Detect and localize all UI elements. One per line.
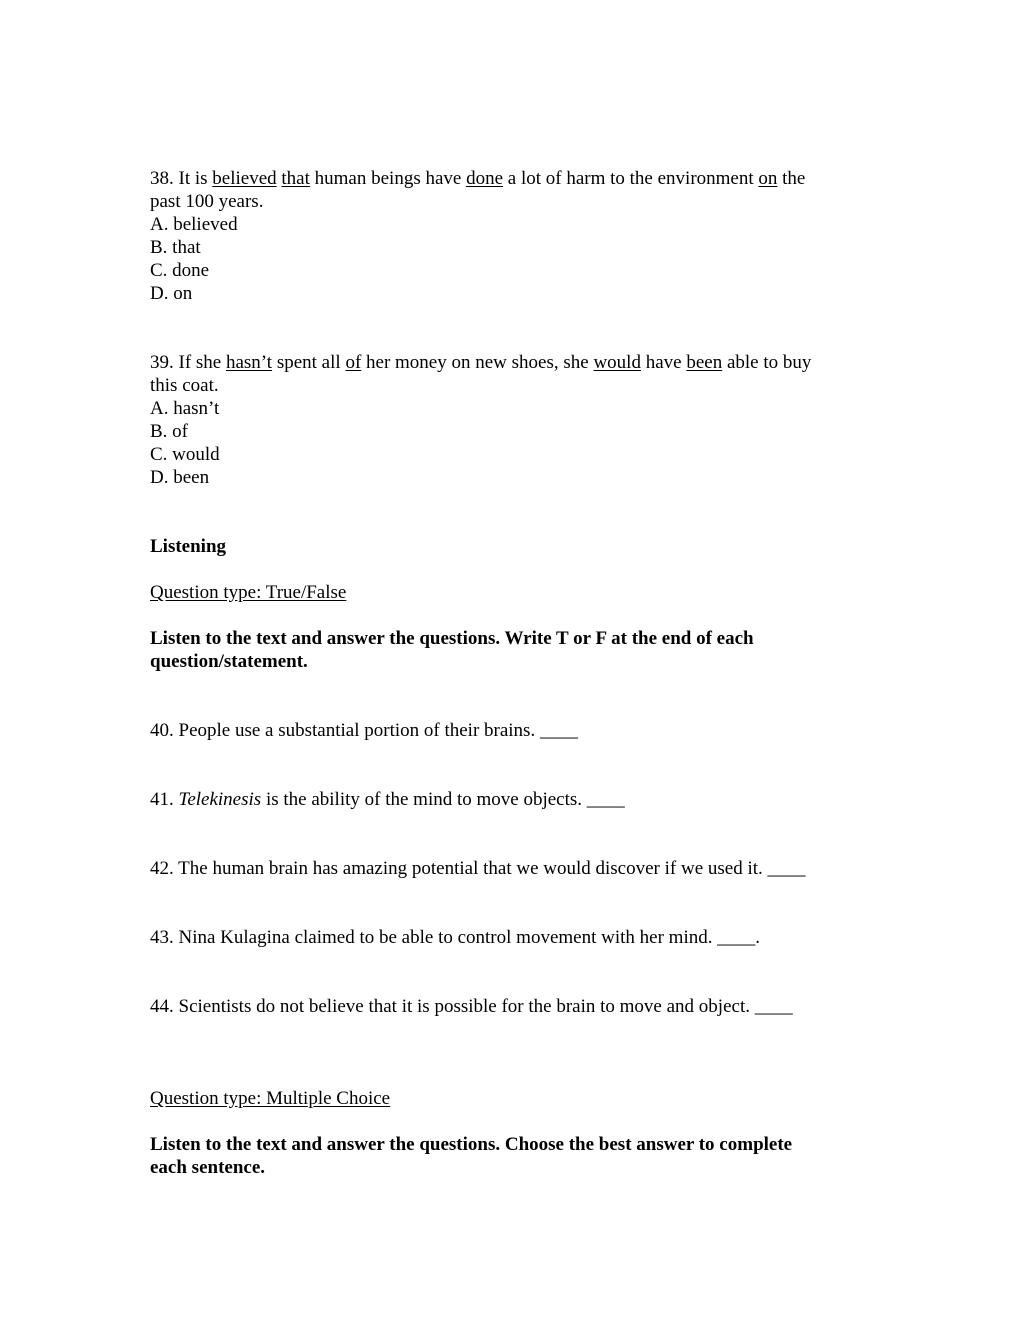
question-40: 40. People use a substantial portion of their brains. ____ — [150, 720, 578, 741]
q41-italic-term: Telekinesis — [178, 789, 262, 810]
q38-option-b: B. that — [150, 237, 201, 258]
q38-underlined-c: done — [466, 168, 504, 189]
question-42: 42. The human brain has amazing potential that we would discover if we used it. ____ — [150, 858, 806, 879]
q38-option-a: A. believed — [150, 214, 238, 235]
question-38-stem-cont: past 100 years. — [150, 191, 264, 212]
q41-text: is the ability of the mind to move objects. ____ — [261, 789, 625, 810]
question-39-stem-cont: this coat. — [150, 375, 219, 396]
tf-instruction-cont: question/statement. — [150, 651, 308, 672]
q39-underlined-a: hasn’t — [225, 352, 273, 373]
q39-option-c: C. would — [150, 444, 220, 465]
tf-instruction: Listen to the text and answer the questions. Write T or F at the end of each — [150, 628, 754, 649]
q38-underlined-d: on — [758, 168, 778, 189]
q38-option-c: C. done — [150, 260, 210, 281]
q38-text: 38. It is — [150, 168, 213, 189]
section-title-listening: Listening — [150, 536, 227, 557]
q38-underlined-b: that — [281, 168, 310, 189]
question-44: 44. Scientists do not believe that it is possible for the brain to move and object. ____ — [150, 996, 793, 1017]
q38-text: human beings have — [309, 168, 467, 189]
q38-option-d: D. on — [150, 283, 193, 304]
q39-text: 39. If she — [150, 352, 226, 373]
q39-option-b: B. of — [150, 421, 188, 442]
q39-underlined-b: of — [345, 352, 362, 373]
q38-text: a lot of harm to the environment — [503, 168, 759, 189]
mc-instruction-cont: each sentence. — [150, 1157, 266, 1178]
q39-text: able to buy — [722, 352, 812, 373]
q38-text: the — [777, 168, 806, 189]
question-38-stem — [150, 167, 805, 190]
question-43: 43. Nina Kulagina claimed to be able to control movement with her mind. ____. — [150, 927, 760, 948]
question-39-stem — [150, 351, 811, 374]
question-type-true-false: Question type: True/False — [150, 582, 347, 603]
question-type-multiple-choice: Question type: Multiple Choice — [150, 1088, 391, 1109]
q39-text: her money on new shoes, she — [361, 352, 594, 373]
q41-number: 41. — [150, 789, 179, 810]
q38-underlined-a: believed — [212, 168, 277, 189]
q39-option-a: A. hasn’t — [150, 398, 220, 419]
q39-underlined-d: been — [686, 352, 723, 373]
mc-instruction: Listen to the text and answer the questions. Choose the best answer to complete — [150, 1134, 793, 1155]
q39-text: spent all — [272, 352, 346, 373]
q39-option-d: D. been — [150, 467, 210, 488]
q39-underlined-c: would — [593, 352, 641, 373]
question-41 — [150, 788, 625, 811]
q39-text: have — [640, 352, 687, 373]
